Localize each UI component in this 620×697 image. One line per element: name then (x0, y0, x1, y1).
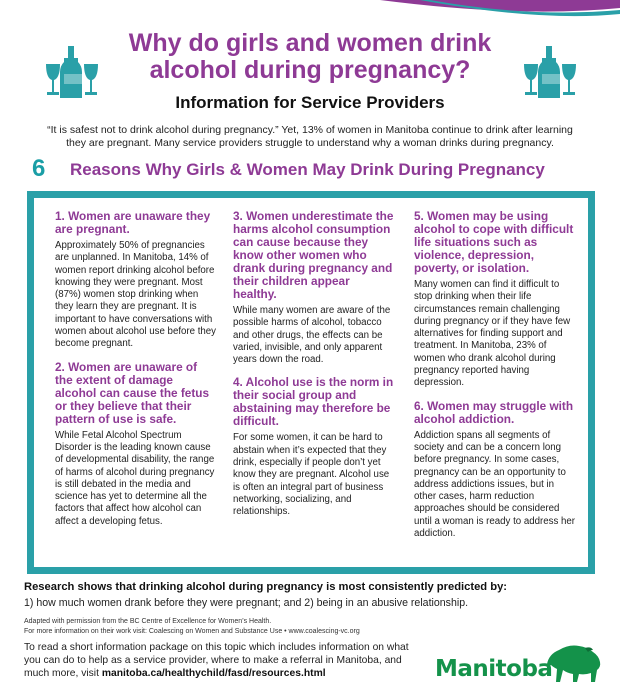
research-heading: Research shows that drinking alcohol during pregnancy is most consistently predicted by: (24, 581, 508, 593)
reasons-column-1 (55, 210, 217, 538)
research-body: 1) how much women drank before they were pregnant; and 2) being in an abusive relationship. (24, 597, 469, 609)
footer-text (24, 641, 414, 680)
page-subtitle: Information for Service Providers (175, 93, 445, 112)
credit-line-2: For more information on their work visit: Coalescing on Women and Substance Use • www.coalescing-vc.org (24, 628, 360, 635)
bison-icon (541, 642, 603, 686)
reason-1-heading: 1. Women are unaware they are pregnant. (55, 209, 211, 236)
reason-2-heading: 2. Women are unaware of the extent of damage alcohol can cause the fetus or they believe that their pattern of use is safe. (55, 359, 210, 426)
title-line-1: Why do girls and women drink (128, 29, 492, 57)
title-line-2: alcohol during pregnancy? (149, 56, 471, 84)
reasons-section-title: Reasons Why Girls & Women May Drink During Pregnancy (70, 160, 545, 179)
reason-4-heading: 4. Alcohol use is the norm in their social group and abstaining may therefore be difficult. (233, 375, 394, 429)
intro-paragraph: “It is safest not to drink alcohol during pregnancy.” Yet, 13% of women in Manitoba continue to drink after learning they are pregnant. Many service providers struggle to understand why a woman drinks during pregnancy. (47, 124, 573, 149)
reason-6-body: Addiction spans all segments of society and can be a concern long before pregnancy. In some cases, pregnancy can be an opportunity to address addictions issues, but in other cases, harm reduction approaches should be considered until a woman is ready to address her addiction. (414, 429, 576, 540)
bottle-and-glasses-icon (522, 44, 578, 100)
page-title (90, 30, 530, 84)
resources-link[interactable]: manitoba.ca/healthychild/fasd/resources.html (101, 668, 326, 679)
top-swoosh-decoration (0, 0, 620, 30)
reasons-panel (27, 191, 595, 574)
reasons-count: 6 (32, 155, 46, 182)
reason-4-body: For some women, it can be hard to abstain when it’s expected that they drink, especially if people don’t yet know they are pregnant. Alcohol use is often an integral part of business networking, socializing, and relationships. (233, 432, 390, 518)
credit-line-1: Adapted with permission from the BC Centre of Excellence for Women’s Health. (24, 618, 272, 625)
reason-3-heading: 3. Women underestimate the harms alcohol consumption can cause because they know other women who drank during pregnancy and their children appear healthy. (233, 209, 394, 301)
reason-3-body: While many women are aware of the possible harms of alcohol, tobacco and other drugs, the effects can be varied, invisible, and only apparent years down the road. (233, 305, 391, 366)
reason-2-body: While Fetal Alcohol Spectrum Disorder is the leading known cause of developmental disability, the range of harms of alcohol during pregnancy is still debated in the media and science has yet to determine all the factors that affect how alcohol can affect a developing fetus. (55, 429, 215, 527)
reason-5-body: Many women can find it difficult to stop drinking when their life circumstances remain challenging during pregnancy or if they have few alternatives for finding support and treatment. In Manitoba, 23% of women who drank alcohol during pregnancy reported having depression. (414, 279, 571, 389)
reasons-column-3 (414, 210, 576, 550)
manitoba-logo: Manitoba (435, 656, 553, 682)
footer-description: To read a short information package on this topic which includes information on what you can do to help as a service provider, where to make a referral in Manitoba, and much more, visit (24, 642, 409, 679)
reason-5-heading: 5. Women may be using alcohol to cope with difficult life situations such as violence, depression, poverty, or isolation. (414, 209, 574, 275)
reasons-column-2 (233, 210, 395, 529)
reason-6-heading: 6. Women may struggle with alcohol addiction. (414, 398, 574, 426)
reason-1-body: Approximately 50% of pregnancies are unplanned. In Manitoba, 14% of women report drinking alcohol before knowing they were pregnant. Most (87%) women stop drinking when they learn they are pregnant. It is important to have conversations with women about alcohol use before they become pregnant. (55, 240, 217, 350)
